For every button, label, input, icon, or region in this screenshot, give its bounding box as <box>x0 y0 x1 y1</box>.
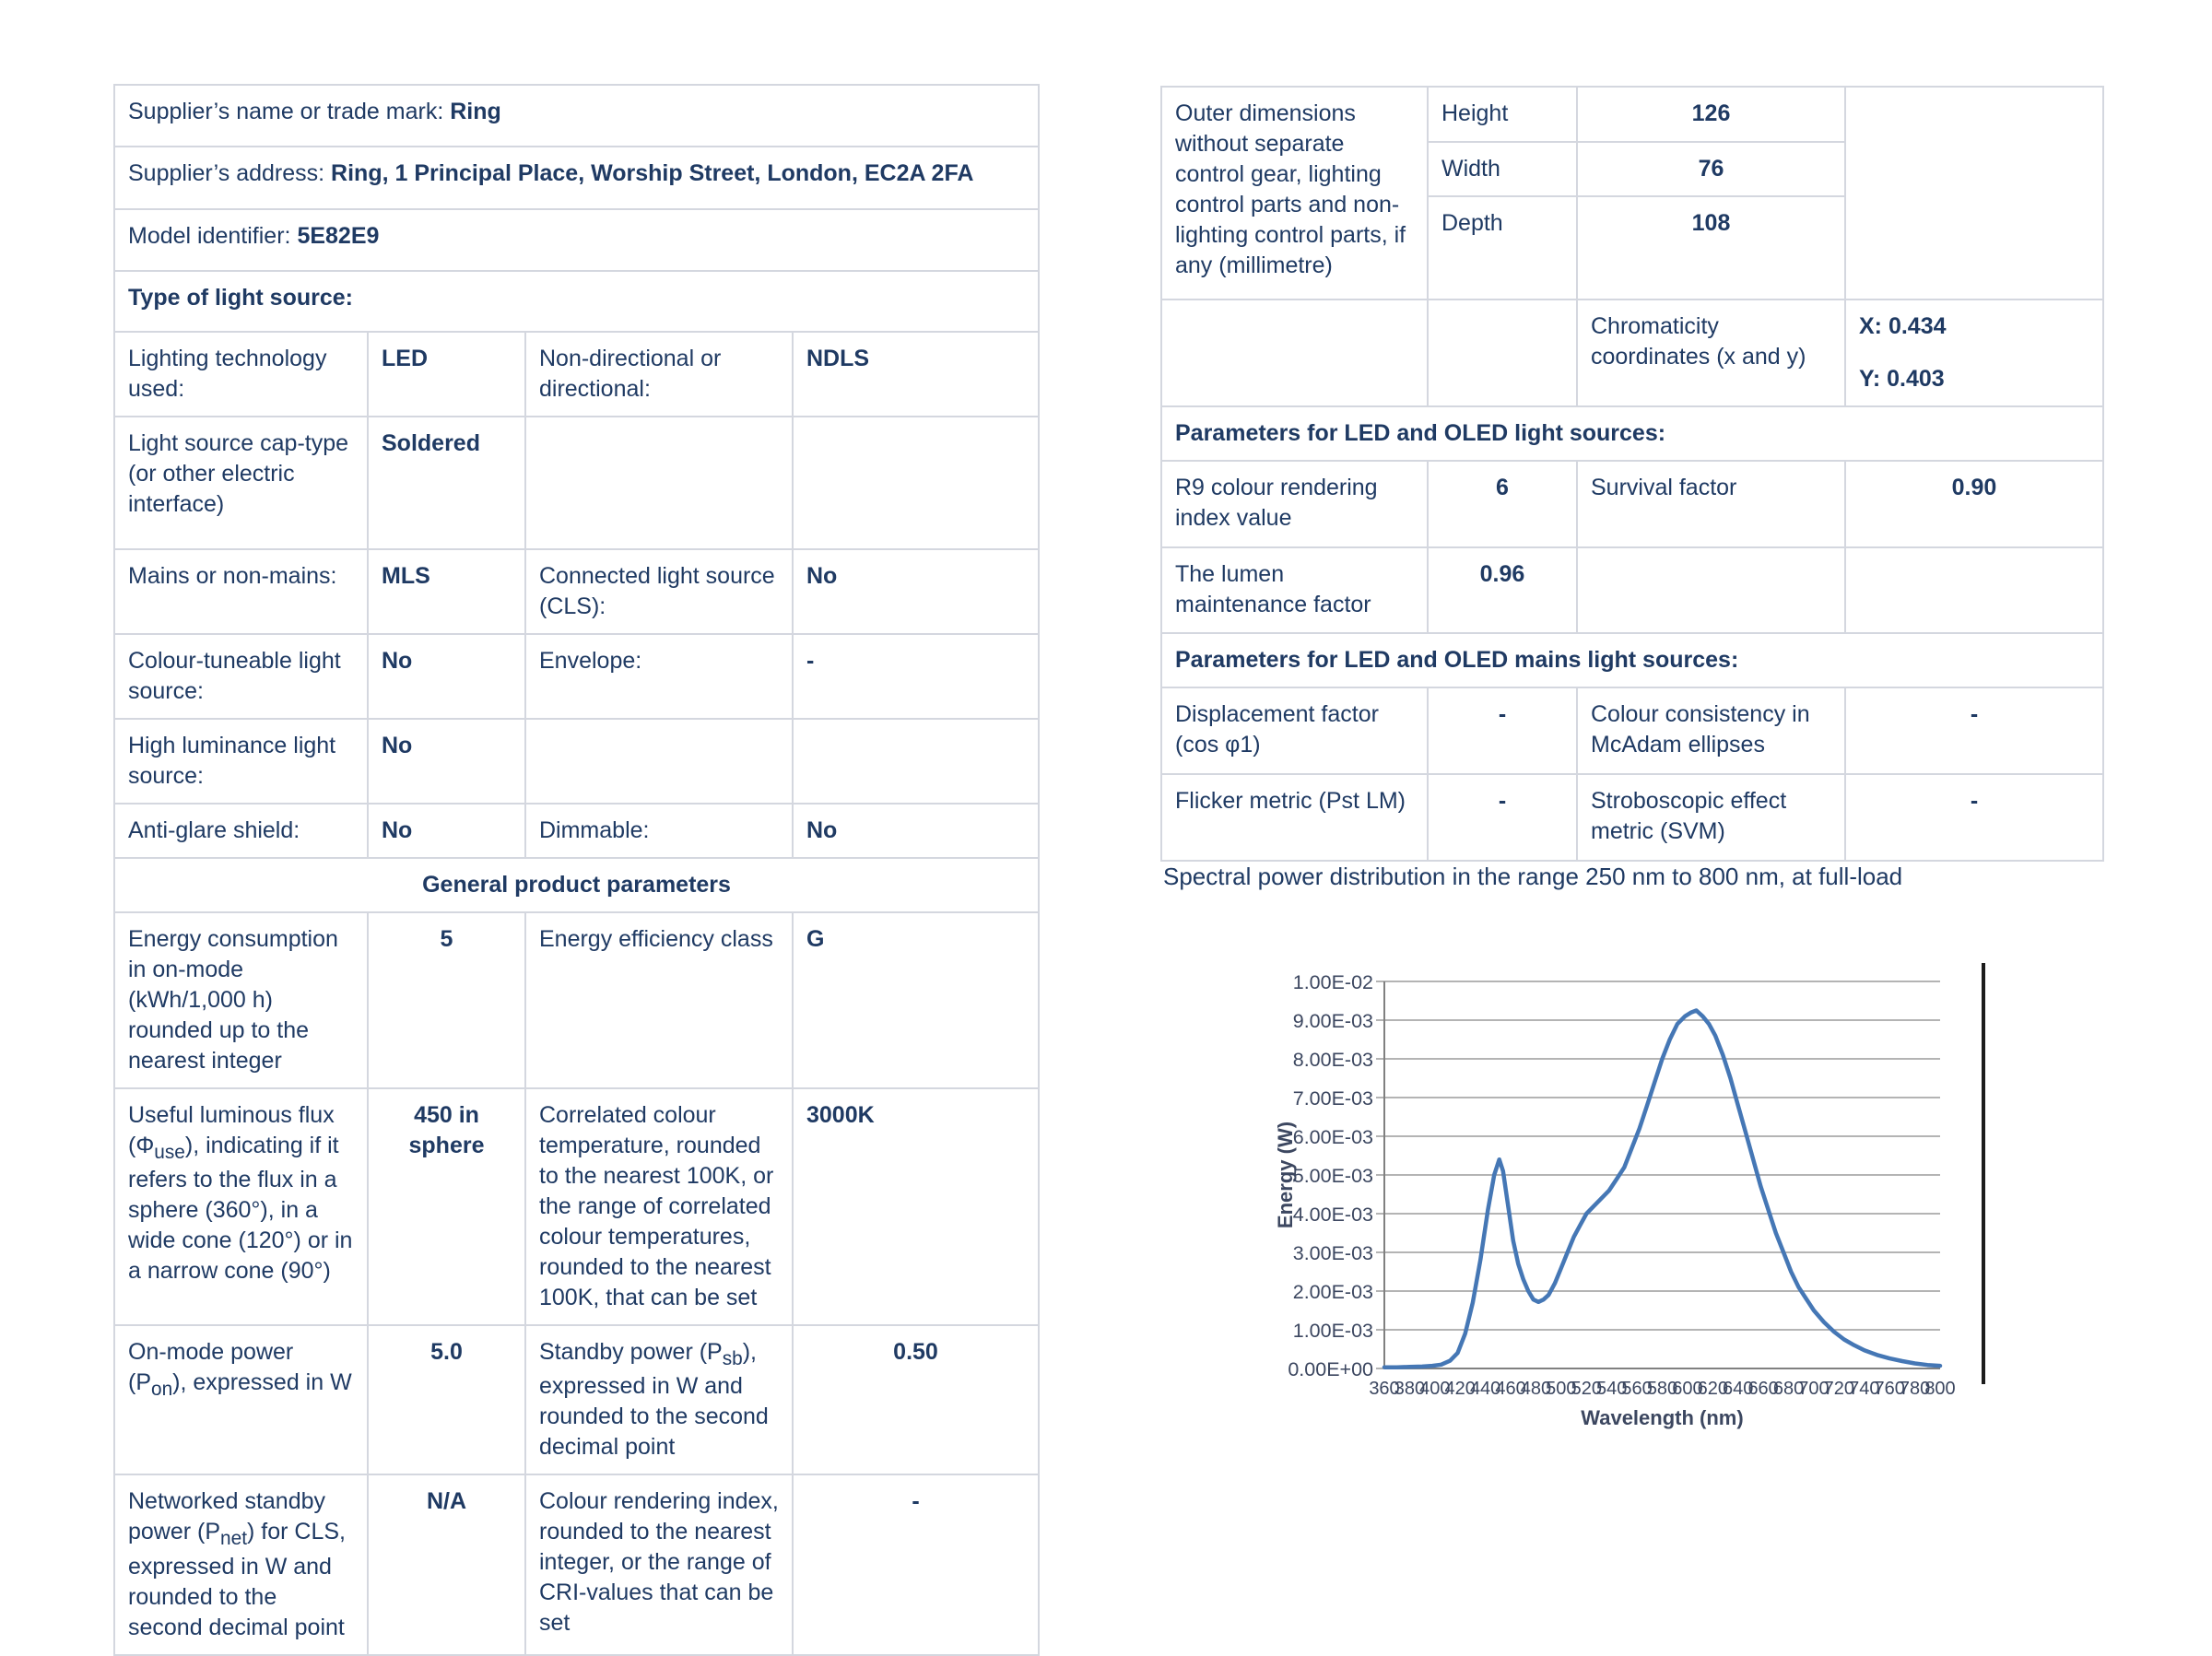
table-cell: No <box>368 804 525 858</box>
table-cell: Displacement factor (cos φ1) <box>1161 687 1428 774</box>
table-cell: 0.96 <box>1428 547 1577 633</box>
table-cell <box>1161 299 1428 406</box>
table-cell: Non-directional or directional: <box>525 332 793 417</box>
table-cell: 5 <box>368 912 525 1088</box>
x-axis-tick-label: 560 <box>1621 1379 1653 1399</box>
x-axis-tick-label: 660 <box>1747 1379 1779 1399</box>
x-axis-tick-label: 400 <box>1419 1379 1451 1399</box>
table-cell: Networked standby power $(P_{net})$ for CLS, expressed in W and rounded to the second decimal point <box>114 1474 368 1654</box>
table-cell: Energy efficiency class <box>525 912 793 1088</box>
table-cell <box>1845 547 2103 633</box>
table-cell: Model identifier: 5E82E9 <box>114 209 1039 271</box>
table-cell: N/A <box>368 1474 525 1654</box>
table-cell: Parameters for LED and OLED mains light sources: <box>1161 633 2103 687</box>
table-cell: 450 in sphere <box>368 1088 525 1325</box>
table-cell: Flicker metric (Pst LM) <box>1161 774 1428 861</box>
y-axis-tick-label: 9.00E-03 <box>1292 1010 1373 1032</box>
table-cell: MLS <box>368 549 525 634</box>
table-cell: No <box>368 719 525 804</box>
table-cell <box>525 417 793 549</box>
table-cell: Lighting technology used: <box>114 332 368 417</box>
table-cell: Mains or non-mains: <box>114 549 368 634</box>
x-axis-tick-label: 520 <box>1571 1379 1602 1399</box>
table-cell: X: 0.434 Y: 0.403 <box>1845 299 2103 406</box>
x-axis-tick-label: 540 <box>1595 1379 1628 1399</box>
table-cell: Parameters for LED and OLED light sources: <box>1161 406 2103 461</box>
right-table <box>1160 86 2104 862</box>
spd-curve <box>1384 1011 1940 1368</box>
table-cell: Stroboscopic effect metric (SVM) <box>1577 774 1845 861</box>
table-cell: Survival factor <box>1577 461 1845 547</box>
x-axis-tick-label: 420 <box>1444 1379 1476 1399</box>
table-cell: No <box>793 549 1039 634</box>
x-axis-title: Wavelength (nm) <box>1581 1406 1744 1429</box>
spd-chart <box>1272 949 2009 1438</box>
y-axis-tick-label: 0.00E+00 <box>1288 1358 1373 1380</box>
table-cell <box>1428 299 1577 406</box>
x-axis-tick-label: 460 <box>1495 1379 1526 1399</box>
x-axis-tick-label: 380 <box>1394 1379 1426 1399</box>
table-cell: 3000K <box>793 1088 1039 1325</box>
table-cell: No <box>793 804 1039 858</box>
x-axis-tick-label: 800 <box>1924 1379 1956 1399</box>
table-cell: 108 <box>1577 196 1845 299</box>
table-cell: Supplier’s name or trade mark: Ring <box>114 85 1039 147</box>
table-cell: Connected light source (CLS): <box>525 549 793 634</box>
x-axis-tick-label: 640 <box>1723 1379 1754 1399</box>
x-axis-tick-label: 700 <box>1798 1379 1830 1399</box>
x-axis-tick-label: 620 <box>1697 1379 1729 1399</box>
table-cell: Energy consumption in on-mode (kWh/1,000 h) rounded up to the nearest integer <box>114 912 368 1088</box>
table-cell: - <box>1428 687 1577 774</box>
y-axis-title: Energy (W) <box>1274 1121 1297 1229</box>
y-axis-tick-label: 6.00E-03 <box>1292 1126 1373 1148</box>
y-axis-tick-label: 8.00E-03 <box>1292 1049 1373 1071</box>
table-cell: Standby power $(P_{sb})$, expressed in W and rounded to the second decimal point <box>525 1325 793 1474</box>
table-cell: Outer dimensions without separate control gear, lighting control parts and non-lighting control parts, if any (millimetre) <box>1161 87 1428 299</box>
table-cell: 5.0 <box>368 1325 525 1474</box>
x-axis-tick-label: 680 <box>1772 1379 1805 1399</box>
table-cell <box>525 719 793 804</box>
table-cell: Chromaticity coordinates (x and y) <box>1577 299 1845 406</box>
table-cell: High luminance light source: <box>114 719 368 804</box>
x-axis-tick-label: 440 <box>1469 1379 1501 1399</box>
table-cell: Width <box>1428 142 1577 196</box>
x-axis-tick-label: 500 <box>1546 1379 1577 1399</box>
table-cell: - <box>1845 774 2103 861</box>
y-axis-tick-label: 4.00E-03 <box>1292 1204 1373 1226</box>
table-cell: Anti-glare shield: <box>114 804 368 858</box>
table-cell: - <box>793 634 1039 719</box>
table-cell: G <box>793 912 1039 1088</box>
table-cell <box>793 719 1039 804</box>
x-axis-tick-label: 720 <box>1823 1379 1855 1399</box>
table-cell <box>1845 87 2103 299</box>
y-axis-tick-label: 7.00E-03 <box>1292 1087 1373 1110</box>
table-cell: Colour rendering index, rounded to the nearest integer, or the range of CRI-values that can be set <box>525 1474 793 1654</box>
table-cell <box>793 417 1039 549</box>
table-cell: Envelope: <box>525 634 793 719</box>
y-axis-tick-label: 3.00E-03 <box>1292 1242 1373 1264</box>
spd-caption: Spectral power distribution in the range 250 nm to 800 nm, at full-load <box>1163 863 1903 890</box>
table-cell: Height <box>1428 87 1577 142</box>
y-axis-tick-label: 5.00E-03 <box>1292 1165 1373 1187</box>
x-axis-tick-label: 760 <box>1874 1379 1905 1399</box>
x-axis-tick-label: 360 <box>1369 1379 1400 1399</box>
table-cell: General product parameters <box>114 858 1039 912</box>
x-axis-tick-label: 480 <box>1520 1379 1552 1399</box>
table-cell: Useful luminous flux $(\Phi_{use})$, indicating if it refers to the flux in a sphere (360°), in a wide cone (120°) or in a narrow cone (90°) <box>114 1088 368 1325</box>
table-cell: Light source cap-type (or other electric interface) <box>114 417 368 549</box>
table-cell: Soldered <box>368 417 525 549</box>
table-cell: 0.90 <box>1845 461 2103 547</box>
table-cell: Type of light source: <box>114 271 1039 332</box>
table-cell: LED <box>368 332 525 417</box>
x-axis-tick-label: 600 <box>1672 1379 1703 1399</box>
table-cell: 6 <box>1428 461 1577 547</box>
x-axis-tick-label: 780 <box>1899 1379 1931 1399</box>
table-cell: R9 colour rendering index value <box>1161 461 1428 547</box>
table-cell: - <box>1428 774 1577 861</box>
table-cell <box>1577 547 1845 633</box>
table-cell: - <box>1845 687 2103 774</box>
table-cell: Dimmable: <box>525 804 793 858</box>
y-axis-tick-label: 1.00E-02 <box>1292 971 1373 993</box>
left-table <box>113 84 1040 1656</box>
table-cell: On-mode power $(P_{on})$, expressed in W <box>114 1325 368 1474</box>
table-cell: 0.50 <box>793 1325 1039 1474</box>
table-cell: Correlated colour temperature, rounded to the nearest 100K, or the range of correlated colour temperatures, rounded to the nearest 100K, that can be set <box>525 1088 793 1325</box>
table-cell: 76 <box>1577 142 1845 196</box>
table-cell: Depth <box>1428 196 1577 299</box>
table-cell: NDLS <box>793 332 1039 417</box>
table-cell: Colour-tuneable light source: <box>114 634 368 719</box>
dimensions-led-parameters-table <box>1160 86 2102 862</box>
y-axis-tick-label: 2.00E-03 <box>1292 1281 1373 1303</box>
y-axis-tick-label: 1.00E-03 <box>1292 1320 1373 1342</box>
supplier-product-table <box>113 84 1038 1656</box>
table-cell: - <box>793 1474 1039 1654</box>
table-cell: No <box>368 634 525 719</box>
table-cell: The lumen maintenance factor <box>1161 547 1428 633</box>
table-cell: 126 <box>1577 87 1845 142</box>
x-axis-tick-label: 740 <box>1849 1379 1880 1399</box>
table-cell: Colour consistency in McAdam ellipses <box>1577 687 1845 774</box>
table-cell: Supplier’s address: Ring, 1 Principal Place, Worship Street, London, EC2A 2FA <box>114 147 1039 209</box>
x-axis-tick-label: 580 <box>1646 1379 1678 1399</box>
